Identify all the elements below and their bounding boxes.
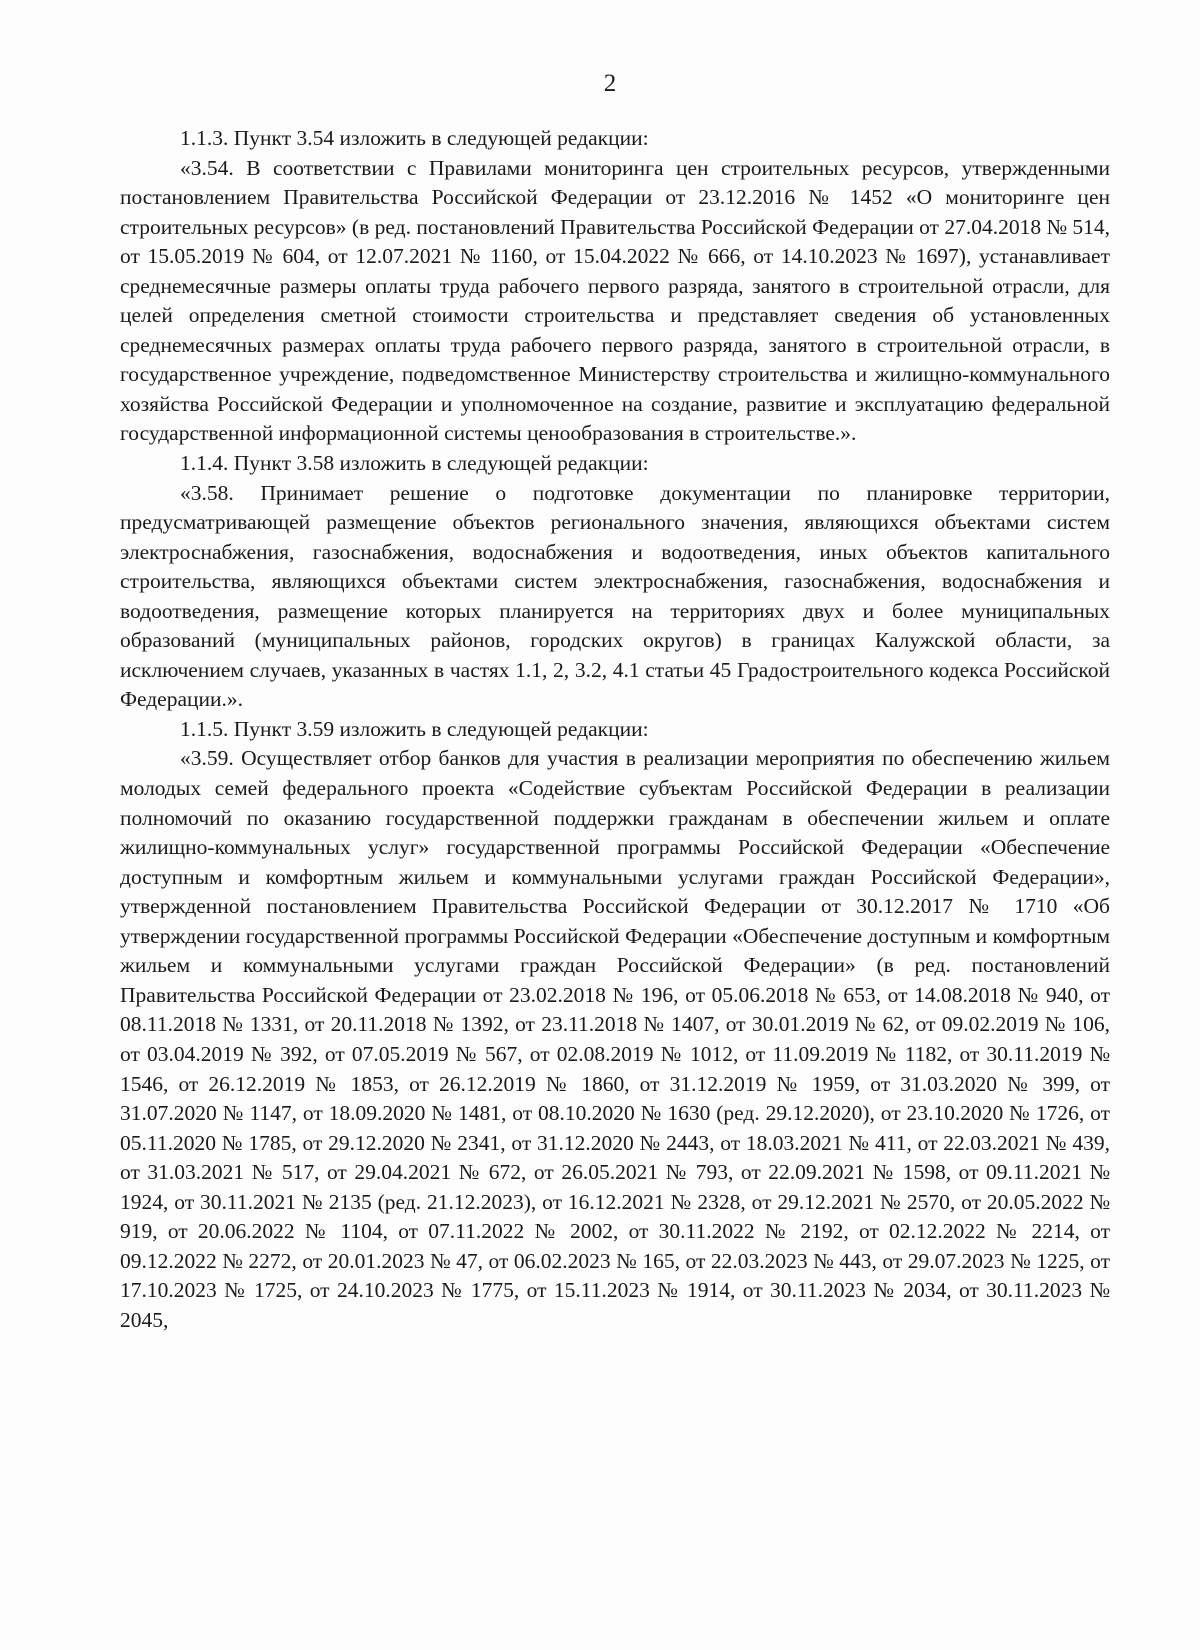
clause-1-1-5-heading: 1.1.5. Пункт 3.59 изложить в следующей редакции:: [180, 716, 649, 741]
clause-3-59-text: «3.59. Осуществляет отбор банков для участия в реализации мероприятия по обеспечению жильем молодых семей федерального проекта «Содействие субъектам Российской Федерации в реализации полномочий по оказанию государственной поддержки гражданам в обеспечении жильем и оплате жилищно-коммунальных услуг» государственной программы Российской Федерации «Обеспечение доступным и комфортным жильем и коммунальными услугами граждан Российской Федерации», утвержденной постановлением Правительства Российской Федерации от 30.12.2017 № 1710 «Об утверждении государственной программы Российской Федерации «Обеспечение доступным и комфортным жильем и коммунальными услугами граждан Российской Федерации» (в ред. постановлений Правительства Российской Федерации от 23.02.2018 № 196, от 05.06.2018 № 653, от 14.08.2018 № 940, от 08.11.2018 № 1331, от 20.11.2018 № 1392, от 23.11.2018 № 1407, от 30.01.2019 № 62, от 09.02.2019 № 106, от 03.04.2019 № 392, от 07.05.2019 № 567, от 02.08.2019 № 1012, от 11.09.2019 № 1182, от 30.11.2019 № 1546, от 26.12.2019 № 1853, от 26.12.2019 № 1860, от 31.12.2019 № 1959, от 31.03.2020 № 399, от 31.07.2020 № 1147, от 18.09.2020 № 1481, от 08.10.2020 № 1630 (ред. 29.12.2020), от 23.10.2020 № 1726, от 05.11.2020 № 1785, от 29.12.2020 № 2341, от 31.12.2020 № 2443, от 18.03.2021 № 411, от 22.03.2021 № 439, от 31.03.2021 № 517, от 29.04.2021 № 672, от 26.05.2021 № 793, от 22.09.2021 № 1598, от 09.11.2021 № 1924, от 30.11.2021 № 2135 (ред. 21.12.2023), от 16.12.2021 № 2328, от 29.12.2021 № 2570, от 20.05.2022 № 919, от 20.06.2022 № 1104, от 07.11.2022 № 2002, от 30.11.2022 № 2192, от 02.12.2022 № 2214, от 09.12.2022 № 2272, от 20.01.2023 № 47, от 06.02.2023 № 165, от 22.03.2023 № 443, от 29.07.2023 № 1225, от 17.10.2023 № 1725, от 24.10.2023 № 1775, от 15.11.2023 № 1914, от 30.11.2023 № 2034, от 30.11.2023 № 2045,: [120, 746, 1110, 1332]
document-body: [120, 124, 1110, 1335]
clause-1-1-4-heading: 1.1.4. Пункт 3.58 изложить в следующей редакции:: [180, 451, 649, 476]
clause-3-58-text: «3.58. Принимает решение о подготовке документации по планировке территории, предусматривающей размещение объектов регионального значения, являющихся объектами систем электроснабжения, газоснабжения, водоснабжения и водоотведения, иных объектов капитального строительства, являющихся объектами систем электроснабжения, газоснабжения, водоснабжения и водоотведения, размещение которых планируется на территориях двух и более муниципальных образований (муниципальных районов, городских округов) в границах Калужской области, за исключением случаев, указанных в частях 1.1, 2, 3.2, 4.1 статьи 45 Градостроительного кодекса Российской Федерации.».: [120, 480, 1110, 712]
clause-3-54-text: «3.54. В соответствии с Правилами мониторинга цен строительных ресурсов, утвержденными постановлением Правительства Российской Федерации от 23.12.2016 № 1452 «О мониторинге цен строительных ресурсов» (в ред. постановлений Правительства Российской Федерации от 27.04.2018 № 514, от 15.05.2019 № 604, от 12.07.2021 № 1160, от 15.04.2022 № 666, от 14.10.2023 № 1697), устанавливает среднемесячные размеры оплаты труда рабочего первого разряда, занятого в строительной отрасли, для целей определения сметной стоимости строительства и представляет сведения об установленных среднемесячных размерах оплаты труда рабочего первого разряда, занятого в строительной отрасли, в государственное учреждение, подведомственное Министерству строительства и жилищно-коммунального хозяйства Российской Федерации и уполномоченное на создание, развитие и эксплуатацию федеральной государственной информационной системы ценообразования в строительстве.».: [120, 155, 1110, 446]
clause-1-1-3-heading: 1.1.3. Пункт 3.54 изложить в следующей редакции:: [180, 126, 649, 150]
page-number: 2: [603, 70, 617, 97]
